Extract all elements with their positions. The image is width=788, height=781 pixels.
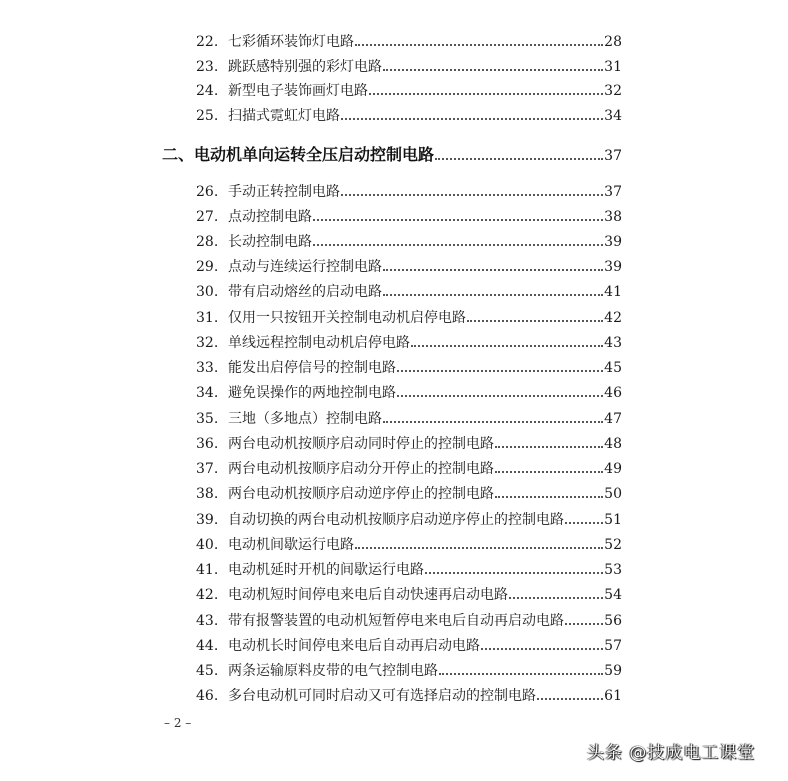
entry-title: 新型电子装饰画灯电路 [228, 83, 368, 99]
entry-number: 26. [196, 184, 219, 200]
entry-page: 41 [604, 284, 622, 300]
toc-entry [196, 206, 622, 228]
entry-page: 49 [604, 461, 622, 477]
entry-page: 42 [604, 310, 622, 326]
entry-page: 31 [604, 59, 622, 75]
entry-title: 两条运输原料皮带的电气控制电路 [228, 663, 438, 679]
dot-leader [313, 219, 603, 221]
entry-title: 三地（多地点）控制电路 [228, 411, 382, 427]
dot-leader [495, 471, 603, 473]
toc-entry [196, 483, 622, 505]
dot-leader [537, 698, 603, 700]
entry-title: 点动控制电路 [228, 209, 312, 225]
entry-title: 两台电动机按顺序启动同时停止的控制电路 [228, 436, 494, 452]
toc-entry [196, 433, 622, 455]
entry-title: 扫描式霓虹灯电路 [228, 108, 340, 124]
dot-leader [383, 69, 603, 71]
entry-number: 40. [196, 537, 219, 553]
dot-leader [495, 446, 603, 448]
toc-entry [196, 181, 622, 203]
toc-entry [196, 80, 622, 102]
entry-page: 54 [604, 587, 622, 603]
entry-title: 电动机间歇运行电路 [228, 537, 354, 553]
toc-entry [196, 31, 622, 53]
entry-number: 35. [196, 411, 219, 427]
entry-number: 25. [196, 108, 219, 124]
dot-leader [565, 623, 603, 625]
dot-leader [425, 572, 603, 574]
entry-page: 59 [604, 663, 622, 679]
entry-page: 51 [604, 512, 622, 528]
dot-leader [341, 194, 603, 196]
dot-leader [355, 547, 603, 549]
dot-leader [397, 395, 603, 397]
entry-number: 34. [196, 385, 219, 401]
entry-number: 31. [196, 310, 219, 326]
dot-leader [495, 496, 603, 498]
toc-entry [196, 559, 622, 581]
toc-entry [196, 534, 622, 556]
section-heading [162, 142, 622, 168]
dot-leader [383, 421, 603, 423]
toc-entry [196, 610, 622, 632]
dot-leader [355, 44, 603, 46]
dot-leader [383, 269, 603, 271]
toc-entry [196, 56, 622, 78]
entry-number: 39. [196, 512, 219, 528]
toc-entry [196, 458, 622, 480]
toc-entry [196, 635, 622, 657]
watermark: 头条 @技成电工课堂 [587, 743, 756, 763]
entry-page: 56 [604, 613, 622, 629]
entry-title: 七彩循环装饰灯电路 [228, 34, 354, 50]
dot-leader [435, 158, 603, 160]
entry-number: 36. [196, 436, 219, 452]
dot-leader [369, 93, 603, 95]
toc-entry [196, 685, 622, 707]
entry-page: 45 [604, 360, 622, 376]
entry-title: 跳跃感特别强的彩灯电路 [228, 59, 382, 75]
page-number: – 2 – [164, 716, 192, 730]
entry-number: 30. [196, 284, 219, 300]
entry-page: 50 [604, 486, 622, 502]
entry-page: 48 [604, 436, 622, 452]
entry-title: 仅用一只按钮开关控制电动机启停电路 [228, 310, 466, 326]
entry-title: 电动机延时开机的间歇运行电路 [228, 562, 424, 578]
entry-number: 45. [196, 663, 219, 679]
toc-entry [196, 509, 622, 531]
dot-leader [481, 648, 603, 650]
entry-number: 42. [196, 587, 219, 603]
toc-entry [196, 584, 622, 606]
entry-title: 多台电动机可同时启动又可有选择启动的控制电路 [228, 688, 536, 704]
entry-page: 57 [604, 638, 622, 654]
entry-page: 47 [604, 411, 622, 427]
entry-number: 41. [196, 562, 219, 578]
dot-leader [313, 244, 603, 246]
toc-entry [196, 408, 622, 430]
dot-leader [411, 345, 603, 347]
entry-page: 39 [604, 259, 622, 275]
entry-page: 32 [604, 83, 622, 99]
toc-entry [196, 332, 622, 354]
toc-entry [196, 357, 622, 379]
entry-page: 37 [604, 184, 622, 200]
entry-number: 27. [196, 209, 219, 225]
entry-page: 38 [604, 209, 622, 225]
toc-entry [196, 231, 622, 253]
entry-title: 两台电动机按顺序启动逆序停止的控制电路 [228, 486, 494, 502]
entry-title: 自动切换的两台电动机按顺序启动逆序停止的控制电路 [228, 512, 564, 528]
entry-title: 避免误操作的两地控制电路 [228, 385, 396, 401]
toc-entry [196, 382, 622, 404]
entry-number: 46. [196, 688, 219, 704]
dot-leader [467, 320, 603, 322]
entry-title: 长动控制电路 [228, 234, 312, 250]
entry-title: 带有报警装置的电动机短暂停电来电后自动再启动电路 [228, 613, 564, 629]
toc-entry [196, 256, 622, 278]
entry-number: 22. [196, 34, 219, 50]
entry-number: 43. [196, 613, 219, 629]
entry-title: 单线远程控制电动机启停电路 [228, 335, 410, 351]
entry-title: 点动与连续运行控制电路 [228, 259, 382, 275]
entry-number: 24. [196, 83, 219, 99]
dot-leader [439, 673, 603, 675]
dot-leader [341, 118, 603, 120]
entry-title: 带有启动熔丝的启动电路 [228, 284, 382, 300]
entry-number: 32. [196, 335, 219, 351]
entry-title: 能发出启停信号的控制电路 [228, 360, 396, 376]
entry-page: 43 [604, 335, 622, 351]
entry-number: 44. [196, 638, 219, 654]
entry-number: 38. [196, 486, 219, 502]
toc-entry [196, 307, 622, 329]
entry-page: 53 [604, 562, 622, 578]
entry-title: 两台电动机按顺序启动分开停止的控制电路 [228, 461, 494, 477]
entry-page: 28 [604, 34, 622, 50]
entry-number: 37. [196, 461, 219, 477]
toc-entry [196, 281, 622, 303]
entry-number: 33. [196, 360, 219, 376]
dot-leader [383, 294, 603, 296]
entry-number: 23. [196, 59, 219, 75]
entry-title: 手动正转控制电路 [228, 184, 340, 200]
toc-entry [196, 105, 622, 127]
toc-entry [196, 660, 622, 682]
entry-number: 29. [196, 259, 219, 275]
dot-leader [397, 370, 603, 372]
entry-number: 28. [196, 234, 219, 250]
section-page: 37 [604, 148, 622, 164]
entry-title: 电动机长时间停电来电后自动再启动电路 [228, 638, 480, 654]
entry-title: 电动机短时间停电来电后自动快速再启动电路 [228, 587, 508, 603]
entry-page: 46 [604, 385, 622, 401]
section-title: 二、电动机单向运转全压启动控制电路 [162, 145, 435, 164]
entry-page: 61 [604, 688, 622, 704]
dot-leader [565, 522, 603, 524]
entry-page: 34 [604, 108, 622, 124]
entry-page: 39 [604, 234, 622, 250]
entry-page: 52 [604, 537, 622, 553]
dot-leader [509, 597, 603, 599]
